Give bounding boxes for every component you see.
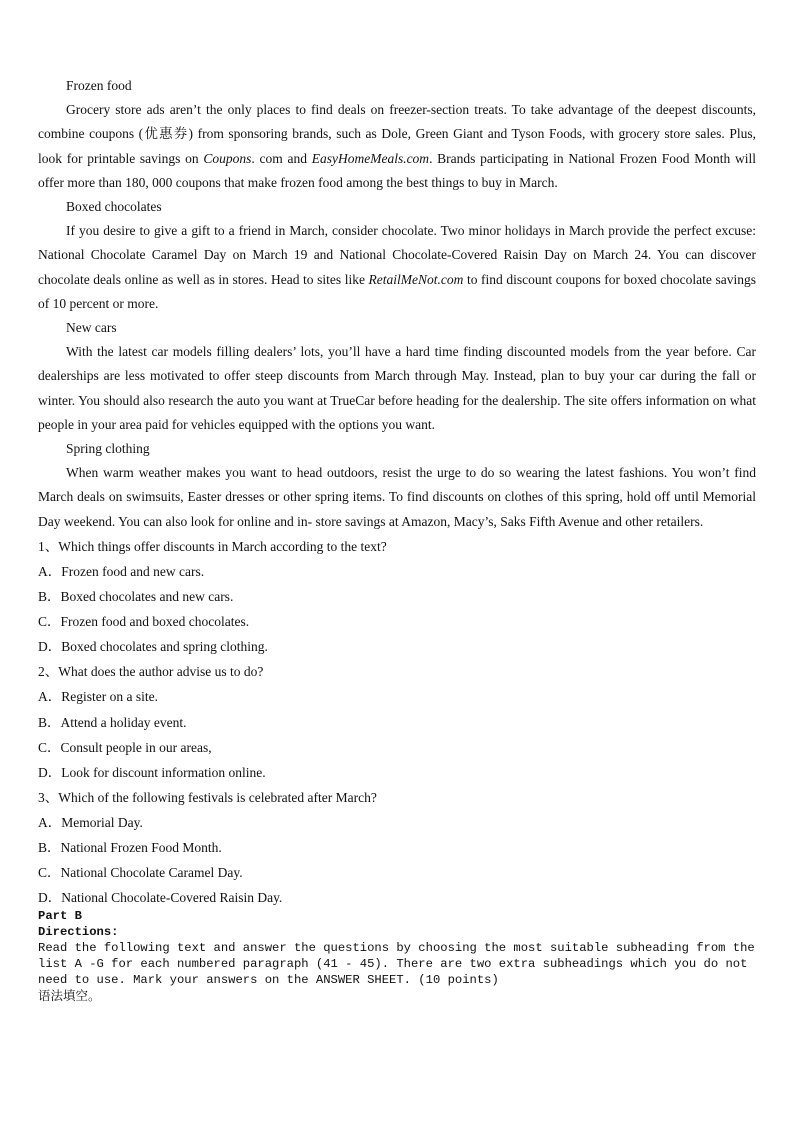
answer-option: C．Frozen food and boxed chocolates. [38, 614, 250, 630]
answer-option: D．Look for discount information online. [38, 764, 266, 780]
directions-text: Read the following text and answer the questions by choosing the most suitable subheading from the list A -G for each numbered paragraph (41 - 45). There are two extra subheadings which you do not need to use. Mark your answers on the ANSWER SHEET. (10 points) [38, 941, 755, 988]
italic-text: EasyHomeMeals.com [311, 150, 430, 166]
paragraph-text: to find discount coupons for boxed chocolate savings of 10 percent or more. [38, 271, 756, 311]
paragraph-text: If you desire to give a gift to a friend in March, consider chocolate. Two minor holidays in March provide the perfect excuse: National Chocolate Caramel Day on March 19 and National Chocolate-Covered Raisin Day on March 24. You can discover chocolate deals online as well as in stores. Head to sites like [38, 223, 756, 287]
section-heading: Spring clothing [66, 441, 150, 457]
directions-label: Directions: [38, 925, 119, 940]
reading-passage [38, 74, 756, 534]
question-stem: 2、What does the author advise us to do? [38, 664, 264, 680]
answer-option: B．National Frozen Food Month. [38, 839, 222, 855]
answer-option: C．National Chocolate Caramel Day. [38, 865, 243, 881]
section-paragraph [38, 340, 756, 437]
answer-option: B．Boxed chocolates and new cars. [38, 589, 234, 605]
answer-option: A．Register on a site. [38, 689, 158, 705]
section-paragraph [38, 98, 756, 195]
section-heading: New cars [66, 320, 117, 336]
paragraph-text: When warm weather makes you want to head outdoors, resist the urge to do so wearing the latest fashions. You won’t find March deals on swimsuits, Easter dresses or other spring items. To find discounts on clothes of this spring, hold off until Memorial Day weekend. You can also look for online and in- store savings at Amazon, Macy’s, Saks Fifth Avenue and other retailers. [38, 465, 756, 529]
question-stem: 1、Which things offer discounts in March according to the text? [38, 538, 387, 554]
part-b-title: Part B [38, 909, 82, 924]
answer-option: D．National Chocolate-Covered Raisin Day. [38, 890, 283, 906]
paragraph-text: . Brands participating in National Frozen Food Month will offer more than 180, 000 coupons that make frozen food among the best things to buy in March. [38, 150, 756, 190]
grammar-fill-label: 语法填空。 [38, 988, 101, 1004]
section-heading: Frozen food [66, 78, 132, 93]
italic-text: Coupons [203, 150, 252, 166]
paragraph-text: . com and [251, 150, 312, 166]
answer-option: C．Consult people in our areas, [38, 739, 212, 755]
italic-text: RetailMeNot.com [368, 271, 464, 287]
answer-option: A．Memorial Day. [38, 814, 143, 830]
document-page [38, 74, 756, 1004]
answer-option: B．Attend a holiday event. [38, 714, 187, 730]
answer-option: A．Frozen food and new cars. [38, 563, 205, 579]
question-list [38, 534, 756, 910]
paragraph-text: Grocery store ads aren’t the only places to find deals on freezer-section treats. To take advantage of the deepest discounts, combine coupons (优惠券) from sponsoring brands, such as Dole, Green Giant and Tyson Foods, with grocery store sales. Plus, look for printable savings on [38, 102, 756, 166]
section-paragraph [38, 461, 756, 534]
section-heading: Boxed chocolates [66, 199, 162, 215]
paragraph-text: With the latest car models filling dealers’ lots, you’ll have a hard time finding discounted models from the year before. Car dealerships are less motivated to offer steep discounts from March through May. Instead, plan to buy your car during the fall or winter. You should also research the auto you want at TrueCar before heading for the dealership. The site offers information on what people in your area paid for vehicles equipped with the options you want. [38, 344, 756, 432]
answer-option: D．Boxed chocolates and spring clothing. [38, 639, 268, 655]
part-b [38, 908, 756, 1004]
section-paragraph [38, 219, 756, 316]
question-stem: 3、Which of the following festivals is celebrated after March? [38, 789, 377, 805]
